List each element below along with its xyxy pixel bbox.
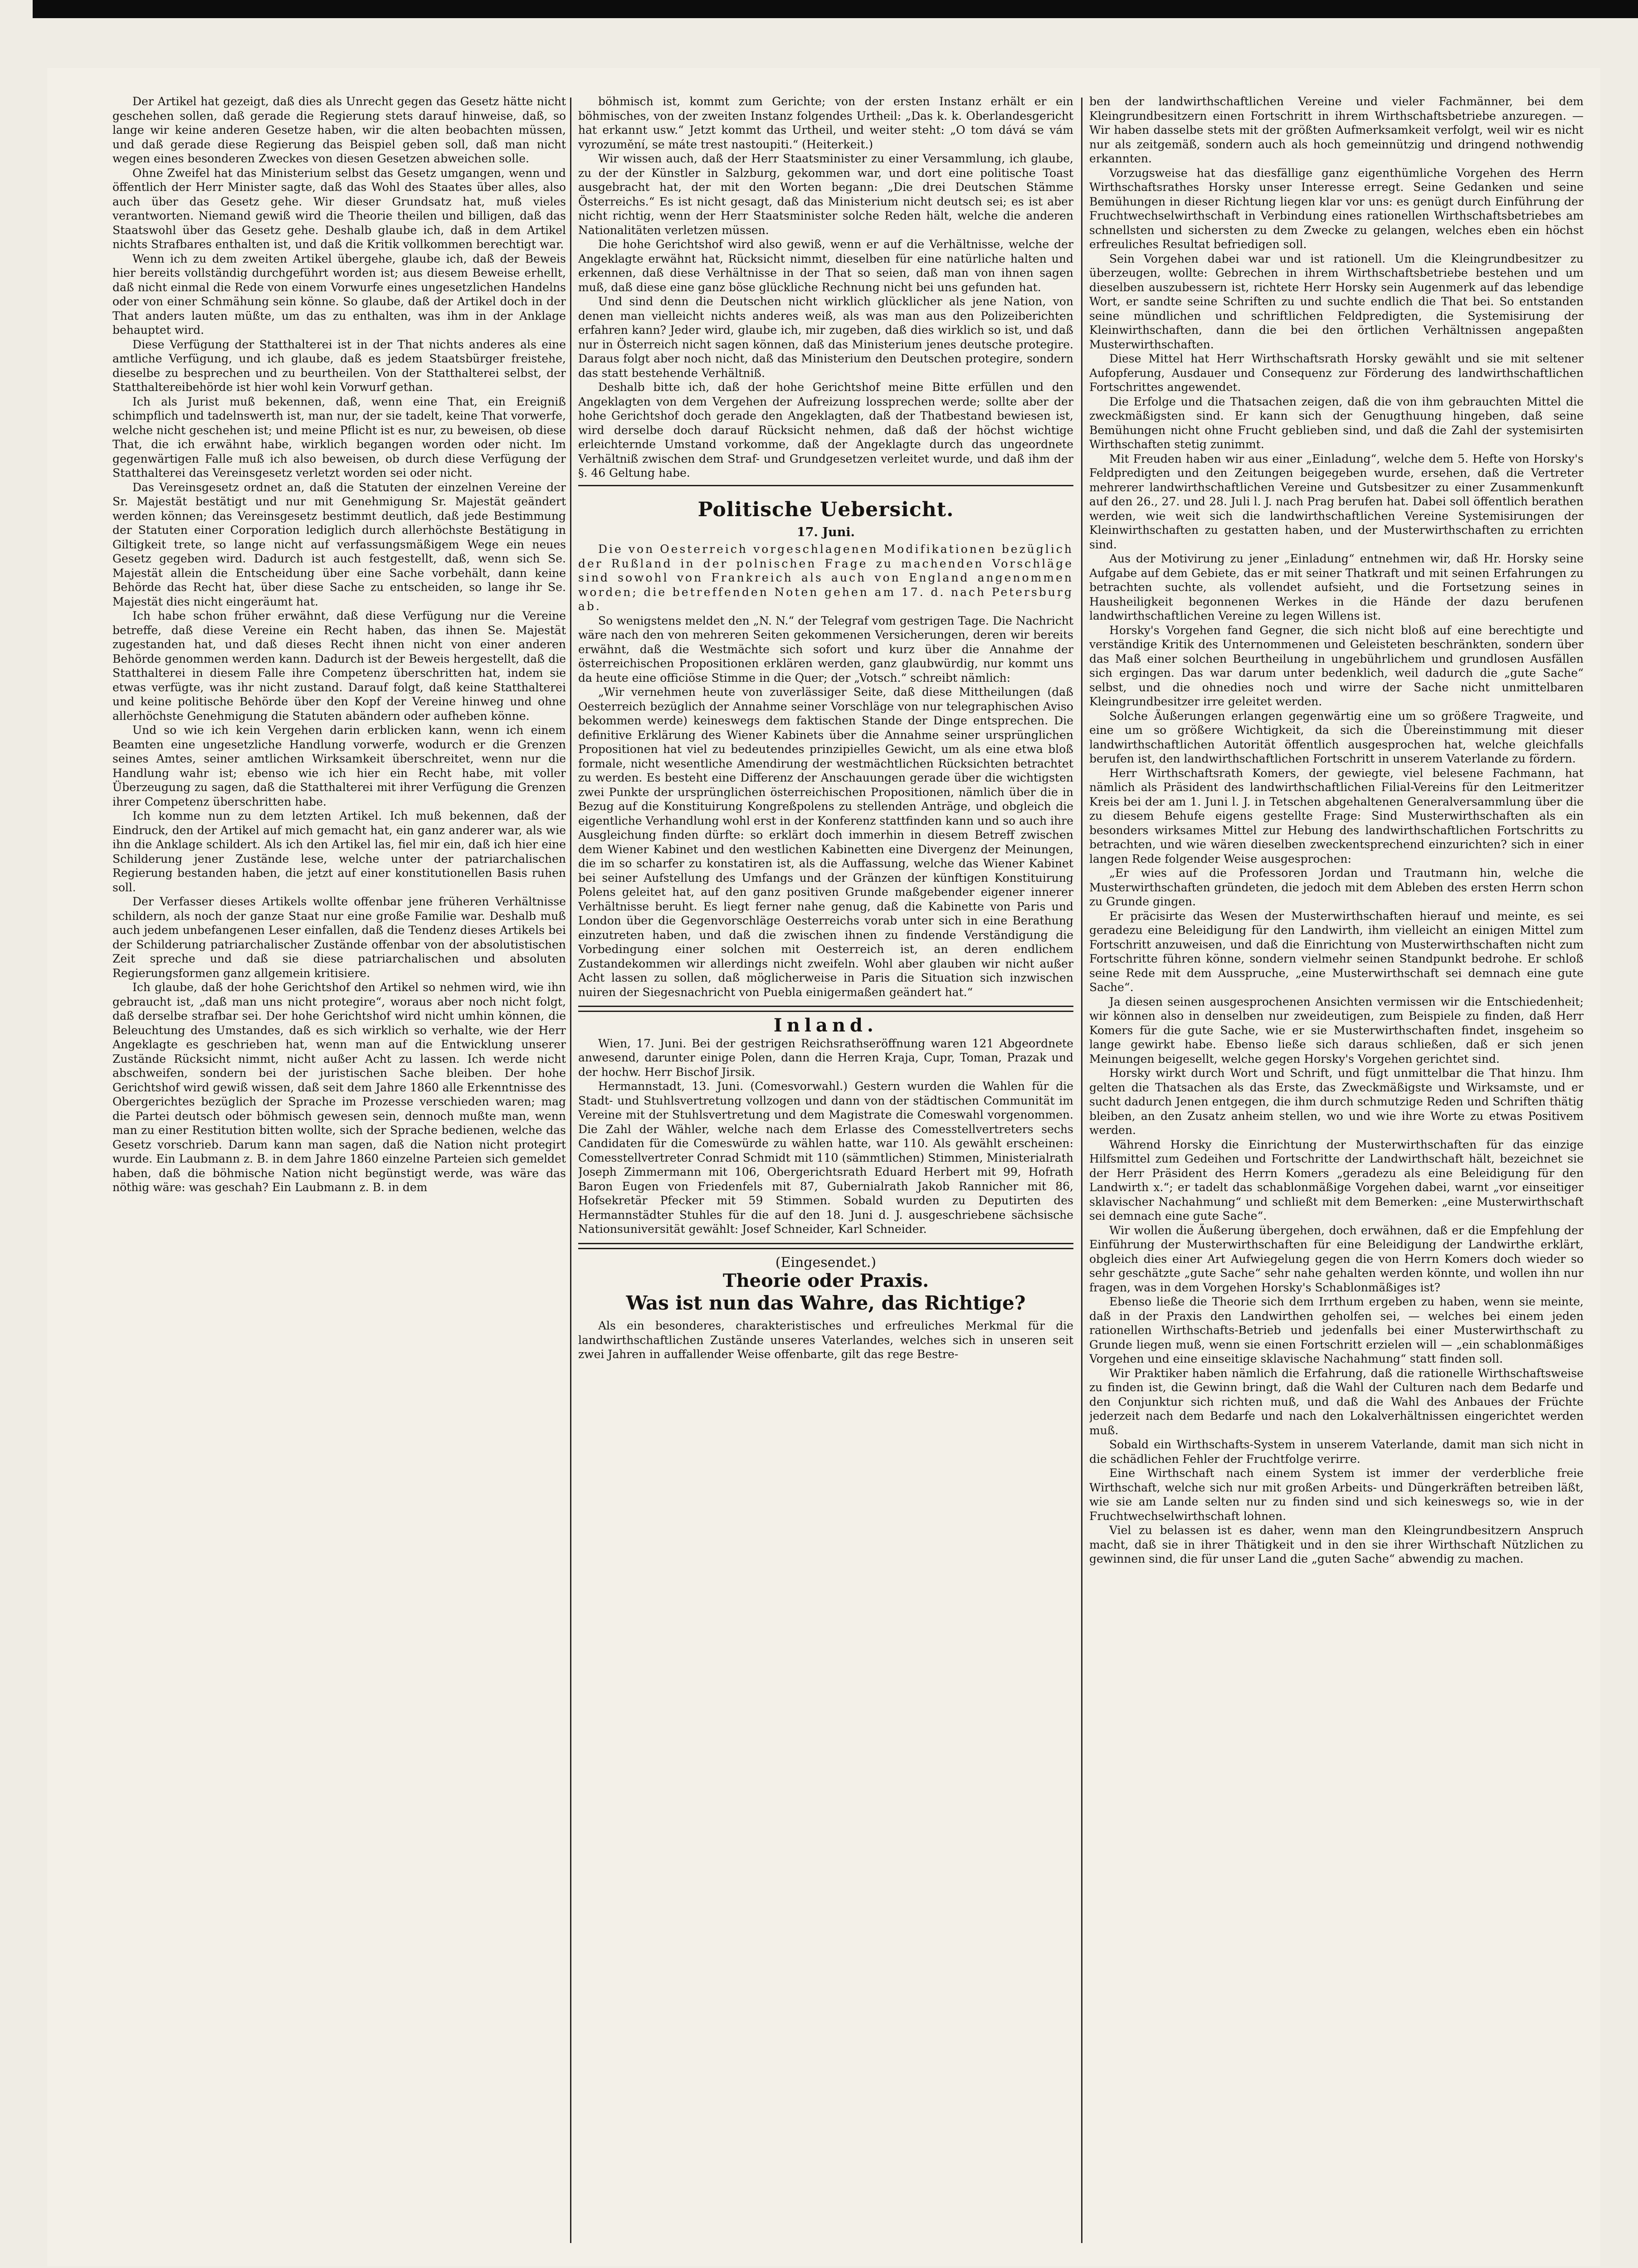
paragraph: Wir Praktiker haben nämlich die Erfahrung, daß die rationelle Wirthschaftsweise zu finden ist, die Gewinn bringt, daß die Wahl der Culturen nach dem Bedarfe und den Conjunktur sich richten muß, und daß die Wahl des Anbaues der Früchte jederzeit nach dem Bedarfe und nach den Lokalverhältnissen eingerichtet werden muß. — [1089, 1366, 1584, 1437]
paragraph: Aus der Motivirung zu jener „Einladung“ entnehmen wir, daß Hr. Horsky seine Aufgabe auf dem Gebiete, das er mit seiner Thatkraft und mit seinen Erfahrungen zu betrachten suchte, als vollendet aufsieht, und die Fortsetzung seines in Hausheiligkeit begonnenen Werkes in die Hände der dazu berufenen landwirthschaftlichen Vereine zu legen Willens ist. — [1089, 552, 1584, 622]
paragraph: Wir wollen die Äußerung übergehen, doch erwähnen, daß er die Empfehlung der Einführung der Musterwirthschaften für eine Beleidigung der Landwirthe erklärt, obgleich dies einer Art Aufwiegelung gegen die von Herrn Komers doch wieder so sehr geschätzte „gute Sache“ sehr nahe gehalten werden könnte, und wollen ihn nur fragen, was in dem Vorgehen Horsky's Schablonmäßiges ist? — [1089, 1223, 1584, 1294]
paragraph: Deshalb bitte ich, daß der hohe Gerichtshof meine Bitte erfüllen und den Angeklagten von dem Vergehen der Aufreizung lossprechen werde; sollte aber der hohe Gerichtshof doch gerade den Angeklagten, daß der Thatbestand bewiesen ist, wird derselbe doch darauf Rücksicht nehmen, daß daß der höchst wichtige erleichternde Umstand vorkomme, daß der Angeklagte durch das ungeordnete Verhältniß zwischen dem Straf- und Grundgesetzen verleitet wurde, und daß ihm der §. 46 Geltung habe. — [578, 381, 1073, 479]
paragraph: Ich glaube, daß der hohe Gerichtshof den Artikel so nehmen wird, wie ihn gebraucht ist, „daß man uns nicht protegire“, woraus aber noch nicht folgt, daß derselbe strafbar sei. Der hohe Gerichtshof wird nicht umhin können, die Beleuchtung des Umstandes, daß es sich wirklich so verhalte, wie der Herr Angeklagte es geschrieben hat, wenn man auf die Entwicklung unserer Zustände Rücksicht nimmt, nicht außer Acht zu lassen. Ich werde nicht abschweifen, sondern bei der juristischen Sache bleiben. Der hohe Gerichtshof wird gewiß wissen, daß seit dem Jahre 1860 alle Erkenntnisse des Obergerichtes bezüglich der Sprache im Prozesse verschieden waren; mag die Partei deutsch oder böhmisch gewesen sein, dennoch mußte man, wenn man zu einer Restitution bitten wollte, sich der Sprache bedienen, welche das Gesetz vorschrieb. Darum kann man sagen, daß die Nation nicht protegirt wurde. Ein Laubmann z. B. in dem Jahre 1860 einzelne Parteien sich gemeldet haben, daß die böhmische Nation nicht begünstigt werde, was wäre das nöthig wäre: was geschah? Ein Laubmann z. B. in dem — [112, 981, 566, 1194]
paragraph: „Wir vernehmen heute von zuverlässiger Seite, daß diese Mittheilungen (daß Oesterreich bezüglich der Annahme seiner Vorschläge von nur telegraphischen Aviso bekommen werde) keineswegs dem faktischen Stande der Dinge entsprechen. Die definitive Erklärung des Wiener Kabinets über die Annahme seiner ursprünglichen Propositionen hat viel zu bedeutendes prinzipielles Gewicht, um als eine etwa bloß formale, nicht wesentliche Amendirung der westmächtlichen Rücksichten betrachtet zu werden. Es besteht eine Differenz der Anschauungen gerade über die wichtigsten zwei Punkte der ursprünglichen österreichischen Propositionen, nämlich über die in Bezug auf die Konstituirung Kongreßpolens zu stellenden Anträge, und obgleich die eigentliche Verhandlung wohl erst in der Konferenz stattfinden kann und so auch ihre Ausgleichung finden dürfte: so erklärt doch immerhin in diesem Betreff zwischen dem Wiener Kabinet und den westlichen Kabinetten eine Divergenz der Meinungen, die im so scharfer zu konstatiren ist, als die Auffassung, welche das Wiener Kabinet bei seiner Aufstellung des Umfangs und der Gränzen der künftigen Konstituirung Polens geleitet hat, auf den ganz positiven Grunde maßgebender eigener innerer Verhältnisse beruht. Es liegt ferner nahe genug, daß die Kabinette von Paris und London über die Gegenvorschläge Oesterreichs vorab unter sich in eine Berathung einzutreten haben, und daß die zwischen ihnen zu findende Verständigung die Vorbedingung einer solchen mit Oesterreich ist, an deren endlichem Zustandekommen wir allerdings nicht zweifeln. Wohl aber glauben wir nicht außer Acht lassen zu sollen, daß möglicherweise in Paris die Situation sich inzwischen nuiren der Siegesnachricht von Puebla einigermaßen geändert hat.“ — [578, 685, 1073, 999]
column-rule — [1081, 98, 1082, 2243]
paragraph: Diese Mittel hat Herr Wirthschaftsrath Horsky gewählt und sie mit seltener Aufopferung, Ausdauer und Consequenz zur Förderung des landwirthschaftlichen Fortschrittes angewendet. — [1089, 352, 1584, 394]
paragraph: Er präcisirte das Wesen der Musterwirthschaften hierauf und meinte, es sei geradezu eine Beleidigung für den Landwirth, ihm vielleicht an einigen Mittel zum Fortschritt anzuweisen, und daß die Einrichtung von Musterwirthschaften nicht zum Fortschritte führen könne, sondern vielmehr seinen Standpunkt bedrohe. Er schloß seine Rede mit dem Ausspruche, „eine Musterwirthschaft sei demnach eine gute Sache“. — [1089, 909, 1584, 994]
eingesendet-label: (Eingesendet.) — [775, 1254, 877, 1271]
paragraph: Das Vereinsgesetz ordnet an, daß die Statuten der einzelnen Vereine der Sr. Majestät bestätigt und nur mit Genehmigung Sr. Majestät geändert werden können; das Vereinsgesetz bestimmt deutlich, daß jede Bestimmung der Statuten einer Corporation lediglich durch allerhöchste Bestätigung in Giltigkeit trete, so lange nicht auf verfassungsmäßigem Wege ein neues Gesetz gegeben wird. Dadurch ist auch festgestellt, daß, wenn sich Se. Majestät allein die Entscheidung über eine Sache vorbehält, dann keine Behörde das Recht hat, über diese Sache zu entscheiden, so lange ihr Se. Majestät dies nicht eingeräumt hat. — [112, 480, 566, 608]
paragraph: böhmisch ist, kommt zum Gerichte; von der ersten Instanz erhält er ein böhmisches, von der zweiten Instanz folgendes Urtheil: „Das k. k. Oberlandesgericht hat erkannt usw.“ Jetzt kommt das Urtheil, und weiter steht: „O tom dává se vám vyrozumění, se máte trest nastoupiti.“ (Heiterkeit.) — [578, 95, 1073, 151]
section-heading-inland: Inland. — [774, 1015, 878, 1036]
paragraph: Als ein besonderes, charakteristisches und erfreuliches Merkmal für die landwirthschaftlichen Zustände unseres Vaterlandes, welches sich in unseren seit zwei Jahren in auffallender Weise offenbarte, gilt das rege Bestre- — [578, 1319, 1073, 1361]
paragraph: Ich komme nun zu dem letzten Artikel. Ich muß bekennen, daß der Eindruck, den der Artikel auf mich gemacht hat, ein ganz anderer war, als wie ihn die Anklage schildert. Als ich den Artikel las, fiel mir ein, daß ich hier eine Schilderung jener Zustände lese, welche unter der patriarchalischen Regierung bestanden haben, die jetzt auf einer konstitutionellen Basis ruhen soll. — [112, 809, 566, 894]
section-heading-politik: Politische Uebersicht. — [697, 498, 954, 521]
paragraph: Wir wissen auch, daß der Herr Staatsminister zu einer Versammlung, ich glaube, zu der der Künstler in Salzburg, gekommen war, und dort eine politische Toast ausgebracht hat, der mit den Worten begann: „Die drei Deutschen Stämme Österreichs.“ Es ist nicht gesagt, daß das Ministerium nicht deutsch sei; es ist aber nicht richtig, wenn der Herr Staatsminister solche Reden hält, welche die anderen Nationalitäten verletzen müssen. — [578, 152, 1073, 237]
paragraph: Die hohe Gerichtshof wird also gewiß, wenn er auf die Verhältnisse, welche der Angeklagte erwähnt hat, Rücksicht nimmt, dieselben für eine natürliche halten und erkennen, daß diese Verhältnisse in der That so seien, daß man von ihnen sagen muß, daß diese eine ganz böse glückliche Rechnung nicht bei uns gefunden hat. — [578, 238, 1073, 294]
paragraph: Und sind denn die Deutschen nicht wirklich glücklicher als jene Nation, von denen man vielleicht nichts anderes weiß, als was man aus den Polizeiberichten erfahren kann? Jeder wird, glaube ich, mir zugeben, daß dies wirklich so ist, und daß nur in Österreich nicht sagen können, daß das Ministerium jenes deutsche protegire. Daraus folgt aber noch nicht, daß das Ministerium den Deutschen protegire, sondern das statt bestehende Verhältniß. — [578, 295, 1073, 380]
paragraph: Eine Wirthschaft nach einem System ist immer der verderbliche freie Wirthschaft, welche sich nur mit großen Arbeits- und Düngerkräften betreiben läßt, wie sie am Lande selten nur zu finden sind und sich keineswegs so, wie in der Fruchtwechselwirthschaft lohnen. — [1089, 1466, 1584, 1523]
paragraph: Viel zu belassen ist es daher, wenn man den Kleingrundbesitzern Anspruch macht, daß sie in ihrer Thätigkeit und in den sie ihrer Wirthschaft Nützlichen zu gewinnen sind, die für unser Land die „guten Sache“ abwendig zu machen. — [1089, 1524, 1584, 1565]
article-subheading: Was ist nun das Wahre, das Richtige? — [626, 1292, 1026, 1314]
paragraph: Diese Verfügung der Statthalterei ist in der That nichts anderes als eine amtliche Verfügung, und ich glaube, daß es jedem Staatsbürger freistehe, dieselbe zu besprechen und zu beurtheilen. Von der Statthalterei selbst, der Statthaltereibehörde ist hier wohl kein Vorwurf gethan. — [112, 337, 566, 394]
scan-border — [33, 0, 1638, 18]
paragraph: Ja diesen seinen ausgesprochenen Ansichten vermissen wir die Entschiedenheit; wir können also in denselben nur zweideutigen, zum Beispiele zu finden, daß Herr Komers für die gute Sache, wie er sie Musterwirthschaften findet, insgeheim so lange gewirkt habe. Ebenso ließe sich daraus schließen, daß er sich jenen Meinungen beigesellt, welche gegen Horsky's Vorgehen gerichtet sind. — [1089, 995, 1584, 1066]
column-left — [112, 94, 566, 2244]
column-rule — [570, 98, 571, 2243]
paragraph: Sein Vorgehen dabei war und ist rationell. Um die Kleingrundbesitzer zu überzeugen, wollte: Gebrechen in ihrem Wirthschaftsbetriebe bestehen und um dieselben auszubessern ist, richtete Herr Horsky sein Augenmerk auf das lebendige Wort, er sandte seine Schriften zu und suchte endlich die That bei. So entstanden seine mündlichen und schriftlichen Feldpredigten, die Systemisirung der Kleinwirthschaften, dann die bei den örtlichen Verhältnissen angepaßten Musterwirthschaften. — [1089, 252, 1584, 351]
paragraph: Der Artikel hat gezeigt, daß dies als Unrecht gegen das Gesetz hätte nicht geschehen sollen, daß gerade die Regierung stets darauf hinweise, daß, so lange wir keine anderen Gesetze haben, wir die alten beobachten müssen, und daß gerade diese Regierung das Beispiel geben soll, daß man nicht wegen eines besonderen Zweckes von diesen Gesetzen abweichen solle. — [112, 95, 566, 165]
article-heading: Theorie oder Praxis. — [722, 1270, 929, 1291]
column-middle — [578, 94, 1073, 2244]
paragraph: Horsky wirkt durch Wort und Schrift, und fügt unmittelbar die That hinzu. Ihm gelten die Thatsachen als das Erste, das Zweckmäßigste und Wirksamste, und er sucht dadurch Jenen entgegen, die ihm durch schmutzige Reden und Schriften thätig bleiben, an den Zusatz anheim stellen, wo und wie ihre Worte zu etwas Positivem werden. — [1089, 1066, 1584, 1137]
paragraph: ben der landwirthschaftlichen Vereine und vieler Fachmänner, bei dem Kleingrundbesitzern einen Fortschritt in ihrem Wirthschaftsbetriebe anzuregen. — Wir haben dasselbe stets mit der größten Aufmerksamkeit verfolgt, weil wir es nicht nur als zeitgemäß, sondern auch als hoch gemeinnützig und dringend nothwendig erkannten. — [1089, 95, 1584, 165]
paragraph: Herr Wirthschaftsrath Komers, der gewiegte, viel belesene Fachmann, hat nämlich als Präsident des landwirthschaftlichen Filial-Vereins für den Leitmeritzer Kreis bei der am 1. Juni l. J. in Tetschen abgehaltenen Generalversammlung über die zu diesem Behufe eigens gestellte Frage: Sind Musterwirthschaften als ein besonders wirksames Mittel zur Hebung des landwirthschaftlichen Fortschritts zu betrachten, und wie wären dieselben zweckentsprechend einzurichten? sich in einer langen Rede folgender Weise ausgesprochen: — [1089, 766, 1584, 865]
column-right — [1089, 94, 1584, 2244]
paragraph: Horsky's Vorgehen fand Gegner, die sich nicht bloß auf eine berechtigte und verständige Kritik des Unternommenen und Geleisteten beschränkten, sondern über das Maß einer solchen Beurtheilung in ungebührlichem und grundlosen Ausfällen sich ergingen. Das war darum unter bedenklich, weil dadurch die „gute Sache“ selbst, und die ohnedies noch und wirre der Sache nicht unmittelbaren Kleingrundbesitzer irre geleitet werden. — [1089, 623, 1584, 708]
paragraph: Ich habe schon früher erwähnt, daß diese Verfügung nur die Vereine betreffe, daß diese Vereine ein Recht haben, das ihnen Se. Majestät zugestanden hat, und daß dieses Recht ihnen nicht von einer anderen Behörde genommen werden kann. Dadurch ist der Beweis hergestellt, daß die Statthalterei in diesem Falle ihre Competenz überschritten hat, indem sie etwas verfügte, was ihr nicht zustand. Darauf folgt, daß keine Statthalterei und keine politische Behörde über den Kopf der Vereine hinweg und ohne allerhöchste Genehmigung die Statuten abändern oder aufheben könne. — [112, 609, 566, 723]
paragraph: Die Erfolge und die Thatsachen zeigen, daß die von ihm gebrauchten Mittel die zweckmäßigsten sind. Er kann sich der Genugthuung hingeben, daß seine Bemühungen nicht ohne Frucht geblieben sind, und daß die Zahl der systemisirten Wirthschaften stetig zunimmt. — [1089, 395, 1584, 451]
paragraph: So wenigstens meldet den „N. N.“ der Telegraf vom gestrigen Tage. Die Nachricht wäre nach den von mehreren Seiten gekommenen Versicherungen, deren wir bereits erwähnt, daß die Westmächte sich sofort und kurz über die Annahme der österreichischen Propositionen erklären werden, ganz glaubwürdig, nur kommt uns da heute eine officiöse Stimme in die Quer; der „Votsch.“ schreibt nämlich: — [578, 614, 1073, 684]
paragraph: Während Horsky die Einrichtung der Musterwirthschaften für das einzige Hilfsmittel zum Gedeihen und Fortschritte der Landwirthschaft hält, bezeichnet sie der Herr Präsident des Herrn Komers „geradezu als eine Beleidigung für den Landwirth x.“; er tadelt das schablonmäßige Vorgehen dabei, warnt „vor einseitiger sklavischer Nachahmung“ und schließt mit dem Bemerken: „eine Musterwirthschaft sei demnach eine gute Sache“. — [1089, 1138, 1584, 1222]
paragraph: Und so wie ich kein Vergehen darin erblicken kann, wenn ich einem Beamten eine ungesetzliche Handlung vorwerfe, wodurch er die Grenzen seines Amtes, seiner amtlichen Wirksamkeit überschreitet, wenn nur die Handlung wahr ist; ebenso wie ich hier ein Recht habe, mit voller Überzeugung zu sagen, daß die Statthalterei mit ihrer Verfügung die Grenzen ihrer Competenz überschritten habe. — [112, 723, 566, 808]
section-divider — [578, 485, 1073, 486]
paragraph: Ohne Zweifel hat das Ministerium selbst das Gesetz umgangen, wenn und öffentlich der Herr Minister sagte, daß das Wohl des Staates über alles, also auch über das Gesetz gehe. Wir dieser Grundsatz hat, muß vieles verantworten. Niemand gewiß wird die Theorie theilen und billigen, daß das Staatswohl über das Gesetz gehe. Deshalb glaube ich, daß in dem Artikel nichts Strafbares enthalten ist, und daß die Kritik vollkommen berechtigt war. — [112, 166, 566, 251]
section-divider — [578, 1243, 1073, 1249]
section-date: 17. Juni. — [796, 525, 855, 539]
paragraph: Hermannstadt, 13. Juni. (Comesvorwahl.) Gestern wurden die Wahlen für die Stadt- und Stuhlsvertretung vollzogen und dann von der städtischen Communität im Vereine mit der Stuhlsvertretung und dem Magistrate die Comeswahl vorgenommen. Die Zahl der Wähler, welche nach dem Erlasse des Comesstellvertreters sechs Candidaten für die Comeswürde zu wählen hatte, war 110. Als gewählt erscheinen: Comesstellvertreter Conrad Schmidt mit 110 (sämmtlichen) Stimmen, Ministerialrath Joseph Zimmermann mit 106, Obergerichtsrath Eduard Herbert mit 99, Hofrath Baron Eugen von Friedenfels mit 87, Gubernialrath Jakob Rannicher mit 86, Hofsekretär Pfecker mit 59 Stimmen. Sobald wurden zu Deputirten des Hermannstädter Stuhles für die auf den 18. Juni d. J. ausgeschriebene sächsische Nationsuniversität gewählt: Josef Schneider, Karl Schneider. — [578, 1080, 1073, 1236]
paragraph: Mit Freuden haben wir aus einer „Einladung“, welche dem 5. Hefte von Horsky's Feldpredigten und den Zeitungen beigegeben wurde, ersehen, daß die Vertreter mehrerer landwirthschaftlichen Vereine und Gutsbesitzer zu einer Zusammenkunft auf den 26., 27. und 28. Juli l. J. nach Prag berufen hat. Dabei soll öffentlich berathen werden, wie weit sich die landwirthschaftlichen Vereine Systemisirungen der Kleinwirthschaften zu gestatten haben, und der Musterwirthschaften zu errichten sind. — [1089, 452, 1584, 551]
paragraph: „Er wies auf die Professoren Jordan und Trautmann hin, welche die Musterwirthschaften gründeten, die jedoch mit dem Ableben des ersten Herrn schon zu Grunde gingen. — [1089, 866, 1584, 908]
section-divider — [578, 1006, 1073, 1012]
paragraph: Ich als Jurist muß bekennen, daß, wenn eine That, ein Ereigniß schimpflich und tadelnswerth ist, man nur, der sie tadelt, keine That vorwerfe, welche nicht geschehen ist; und meine Pflicht ist es nur, zu beweisen, ob diese That, die ich erwähnt habe, wirklich begangen worden oder nicht. Im gegenwärtigen Falle muß ich also beweisen, ob durch diese Verfügung der Statthalterei das Vereinsgesetz verletzt worden sei oder nicht. — [112, 395, 566, 479]
paragraph: Wien, 17. Juni. Bei der gestrigen Reichsrathseröffnung waren 121 Abgeordnete anwesend, darunter einige Polen, dann die Herren Kraja, Cupr, Toman, Prazak und der hochw. Herr Bischof Jirsik. — [578, 1036, 1073, 1079]
paragraph: Vorzugsweise hat das diesfällige ganz eigenthümliche Vorgehen des Herrn Wirthschaftsrathes Horsky unser Interesse erregt. Seine Gedanken und seine Bemühungen in dieser Richtung liegen klar vor uns: es genügt durch Einführung der Fruchtwechselwirthschaft in Verbindung eines rationellen Wirthschaftsbetriebes am schnellsten und sichersten zu dem Zwecke zu gelangen, welches eben ein höchst erfreuliches Resultat befriedigen soll. — [1089, 166, 1584, 251]
paragraph: Die von Oesterreich vorgeschlagenen Modifikationen bezüglich der Rußland in der polnischen Frage zu machenden Vorschläge sind sowohl von Frankreich als auch von England angenommen worden; die betreffenden Noten gehen am 17. d. nach Petersburg ab. — [578, 543, 1073, 613]
paragraph: Sobald ein Wirthschafts-System in unserem Vaterlande, damit man sich nicht in die schädlichen Fehler der Fruchtfolge verirre. — [1089, 1438, 1584, 1466]
paragraph: Wenn ich zu dem zweiten Artikel übergehe, glaube ich, daß der Beweis hier bereits vollständig durchgeführt worden ist; aus diesem Beweise erhellt, daß nicht einmal die Rede von einem Vorwurfe eines ungesetzlichen Handelns oder von einer Schmähung sein könne. So glaube, daß der Artikel doch in der That anders lauten müßte, um das zu enthalten, was ihm in der Anklage behauptet wird. — [112, 252, 566, 337]
paragraph: Solche Äußerungen erlangen gegenwärtig eine um so größere Tragweite, und eine um so größere Wichtigkeit, da sich die Übereinstimmung mit dieser landwirthschaftlichen Autorität öffentlich ausgesprochen hat, welche gleichfalls berufen ist, den landwirthschaftlichen Fortschritt in unserem Vaterlande zu fördern. — [1089, 709, 1584, 765]
paragraph: Ebenso ließe die Theorie sich dem Irrthum ergeben zu haben, wenn sie meinte, daß in der Praxis den Landwirthen geholfen sei, — welches bei einem jeden rationellen Wirthschafts-Betrieb und jedenfalls bei einer Musterwirthschaft zu Grunde liegen muß, wenn sie einen Fortschritt erzielen will — „ein schablonmäßiges Vorgehen und eine einseitige sklavische Nachahmung“ statt finden soll. — [1089, 1295, 1584, 1365]
paragraph: Der Verfasser dieses Artikels wollte offenbar jene früheren Verhältnisse schildern, als noch der ganze Staat nur eine große Familie war. Deshalb muß auch jedem unbefangenen Leser einfallen, daß die Tendenz dieses Artikels bei der Schilderung patriarchalischer Zustände offenbar von der absolutistischen Zeit spreche und daß sie diese patriarchalischen und absoluten Regierungsformen ganz allgemein kritisiere. — [112, 895, 566, 980]
